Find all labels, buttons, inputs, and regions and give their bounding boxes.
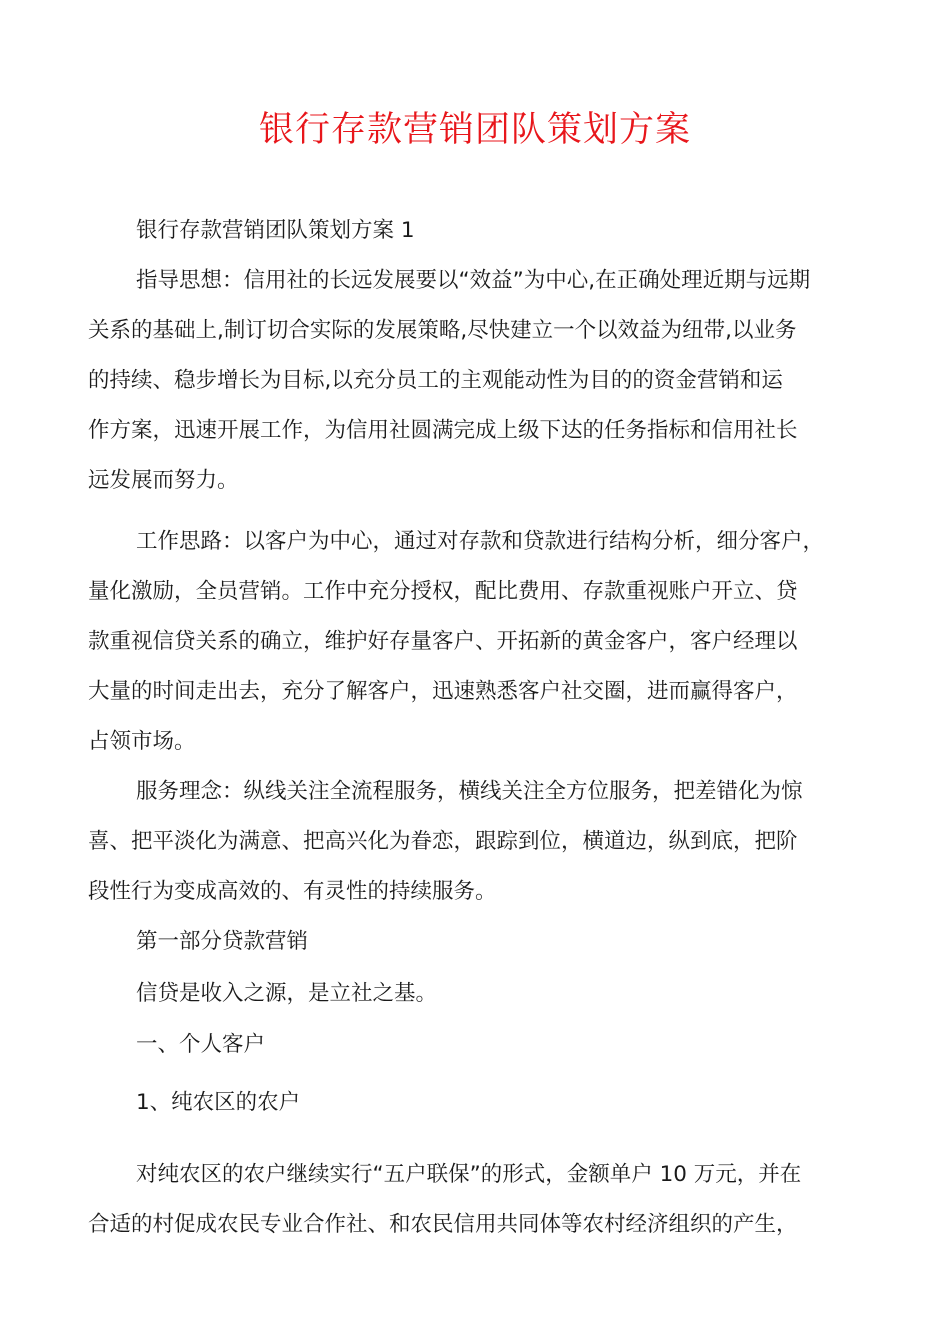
text-line: 合适的村促成农民专业合作社、和农民信用共同体等农村经济组织的产生， [88, 1212, 798, 1237]
text-line: 对纯农区的农户继续实行“五户联保”的形式，金额单户 10 万元，并在 [136, 1162, 802, 1187]
part-one-heading [88, 917, 868, 967]
text-line: 段性行为变成高效的、有灵性的持续服务。 [88, 879, 497, 904]
text-line: 大量的时间走出去，充分了解客户，迅速熟悉客户社交圈，进而赢得客户， [88, 679, 798, 704]
text-line: 关系的基础上,制订切合实际的发展策略,尽快建立一个以效益为纽带,以业务 [88, 318, 797, 343]
text-line: 占领市场。 [88, 729, 196, 754]
pure-farm-heading [88, 1078, 868, 1128]
text-line: 喜、把平淡化为满意、把高兴化为眷恋，跟踪到位，横道边，纵到底，把阶 [88, 829, 798, 854]
text-line: 一、个人客户 [136, 1032, 266, 1057]
text-line: 第一部分贷款营销 [136, 929, 309, 954]
guiding-thought-paragraph [88, 256, 868, 506]
subtitle-paragraph [88, 206, 868, 256]
service-concept-paragraph [88, 767, 868, 917]
text-line: 款重视信贷关系的确立，维护好存量客户、开拓新的黄金客户，客户经理以 [88, 629, 798, 654]
text-line: 服务理念：纵线关注全流程服务，横线关注全方位服务，把差错化为惊 [136, 779, 803, 804]
text-line: 银行存款营销团队策划方案 1 [136, 218, 415, 243]
pure-farm-body-paragraph [88, 1150, 868, 1250]
text-line: 作方案，迅速开展工作，为信用社圆满完成上级下达的任务指标和信用社长 [88, 418, 798, 443]
text-line: 量化激励，全员营销。工作中充分授权，配比费用、存款重视账户开立、贷 [88, 579, 798, 604]
text-line: 1、纯农区的农户 [136, 1090, 301, 1115]
text-line: 工作思路：以客户为中心，通过对存款和贷款进行结构分析，细分客户， [136, 529, 825, 554]
text-line: 指导思想：信用社的长远发展要以“效益”为中心,在正确处理近期与远期 [136, 268, 811, 293]
text-line: 的持续、稳步增长为目标,以充分员工的主观能动性为目的的资金营销和运 [88, 368, 783, 393]
personal-customers-heading [88, 1020, 868, 1070]
credit-statement-paragraph [88, 969, 868, 1019]
work-approach-paragraph [88, 517, 868, 767]
text-line: 信贷是收入之源，是立社之基。 [136, 981, 438, 1006]
document-title: 银行存款营销团队策划方案 [258, 110, 691, 150]
text-line: 远发展而努力。 [88, 468, 239, 493]
